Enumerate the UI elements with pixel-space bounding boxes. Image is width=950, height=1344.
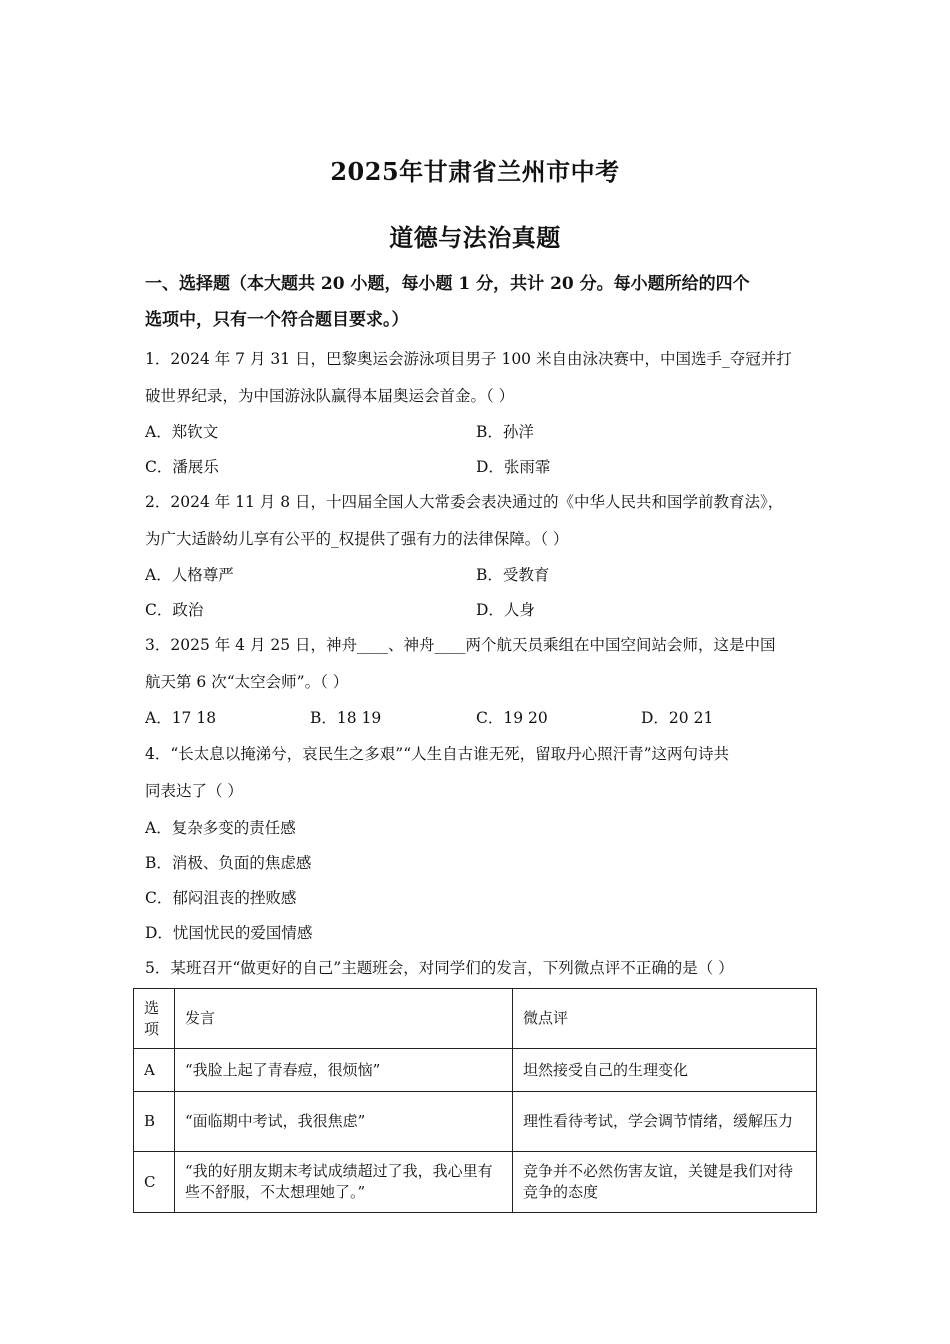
row-option: A [134,1049,175,1092]
section-heading [145,266,815,338]
header-comment: 微点评 [513,989,817,1049]
q4-stem-line2: 同表达了（ ） [145,782,243,800]
q4-option-a: A．复杂多变的责任感 [145,819,296,837]
q2-option-c: C．政治 [145,601,204,619]
q1-option-c: C．潘展乐 [145,458,219,476]
header-speech: 发言 [175,989,513,1049]
q3-stem-line1: 3．2025 年 4 月 25 日，神舟____、神舟____两个航天员乘组在中国空间站会师，这是中国 [145,636,776,654]
section-heading-line2: 选项中，只有一个符合题目要求。） [145,310,409,330]
row-speech: “面临期中考试，我很焦虑” [175,1092,513,1152]
q2-stem-line1: 2．2024 年 11 月 8 日，十四届全国人大常委会表决通过的《中华人民共和国学前教育法》， [145,493,784,511]
header-option: 选项 [134,989,175,1049]
table-row [134,1049,817,1092]
table-header-row [134,989,817,1049]
row-comment: 理性看待考试，学会调节情绪，缓解压力 [513,1092,817,1152]
row-comment: 竞争并不必然伤害友谊，关键是我们对待竞争的态度 [513,1152,817,1213]
q4-option-c: C．郁闷沮丧的挫败感 [145,889,297,907]
q5-stem: 5．某班召开“做更好的自己”主题班会，对同学们的发言，下列微点评不正确的是（ ） [145,959,734,977]
q3-option-d: D．20 21 [641,709,714,727]
q4-option-d: D．忧国忧民的爱国情感 [145,924,313,942]
section-heading-line1: 一、选择题（本大题共 20 小题，每小题 1 分，共计 20 分。每小题所给的四个 [145,274,750,294]
row-option: C [134,1152,175,1213]
row-comment: 坦然接受自己的生理变化 [513,1049,817,1092]
q3-option-b: B．18 19 [310,709,382,727]
q1-option-a: A．郑钦文 [145,423,219,441]
q1-stem-line2: 破世界纪录，为中国游泳队赢得本届奥运会首金。（ ） [145,387,515,405]
table-row [134,1092,817,1152]
table-row [134,1152,817,1213]
exam-subtitle: 道德与法治真题 [389,223,561,252]
q2-stem-line2: 为广大适龄幼儿享有公平的_权提供了强有力的法律保障。（ ） [145,530,569,548]
row-speech: “我脸上起了青春痘，很烦恼” [175,1049,513,1092]
q1-option-b: B．孙洋 [476,423,534,441]
q4-stem-line1: 4．“长太息以掩涕兮，哀民生之多艰”“人生自古谁无死，留取丹心照汗青”这两句诗共 [145,745,730,763]
q4-option-b: B．消极、负面的焦虑感 [145,854,312,872]
q3-option-c: C．19 20 [476,709,548,727]
q1-option-d: D．张雨霏 [476,458,551,476]
q2-option-b: B．受教育 [476,566,550,584]
row-option: B [134,1092,175,1152]
row-speech: “我的好朋友期末考试成绩超过了我，我心里有些不舒服，不太想理她了。” [175,1152,513,1213]
q1-stem-line1: 1．2024 年 7 月 31 日，巴黎奥运会游泳项目男子 100 米自由泳决赛中，中国选手_夺冠并打 [145,350,792,368]
q2-option-a: A．人格尊严 [145,566,234,584]
q3-option-a: A．17 18 [145,709,217,727]
q3-stem-line2: 航天第 6 次“太空会师”。（ ） [145,673,349,691]
exam-title: 2025年甘肃省兰州市中考 [330,157,620,186]
q2-option-d: D．人身 [476,601,535,619]
q5-table [133,988,817,1213]
